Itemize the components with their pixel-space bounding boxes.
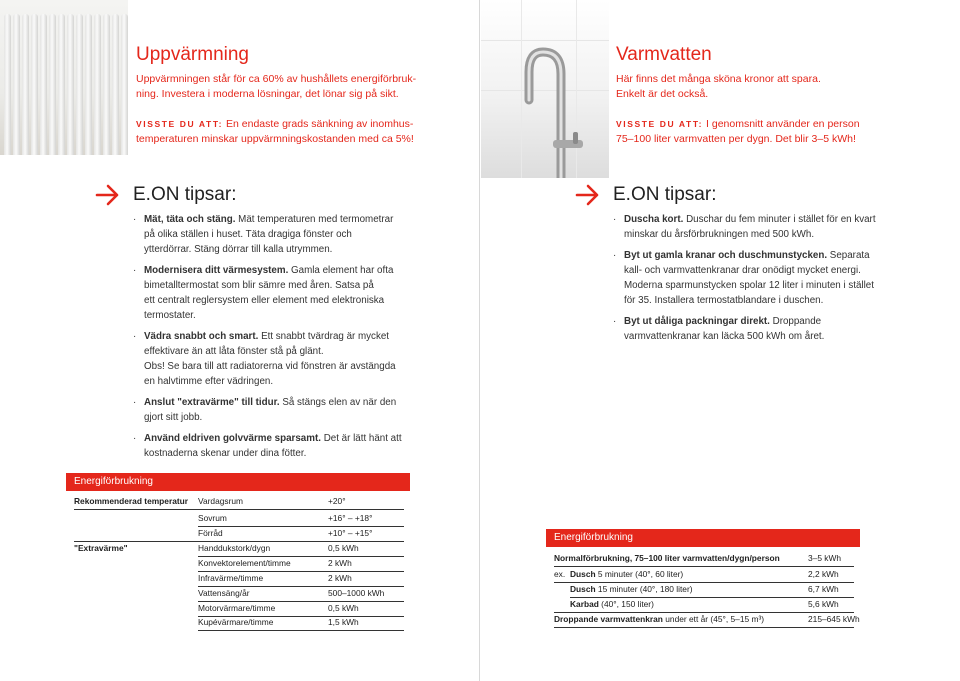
table-cell: +16° – +18° xyxy=(328,513,373,523)
row-label: ex. xyxy=(554,569,566,579)
table-cell: Konvektorelement/timme xyxy=(198,558,291,568)
table-cell: Motorvärmare/timme xyxy=(198,603,276,613)
table-cell: Vardagsrum xyxy=(198,496,243,506)
table-cell: Handdukstork/dygn xyxy=(198,543,271,553)
list-item: · Mät, täta och stäng. Mät temperaturen med termometrar på olika ställen i huset. Täta dragiga fönster och ytterdörrar. Stäng dörrar till kalla utrymmen. xyxy=(133,214,394,255)
list-item: · Byt ut dåliga packningar direkt. Droppande varmvattenkranar kan läcka 500 kWh om året. xyxy=(613,316,825,342)
table-cell: Kupévärmare/timme xyxy=(198,617,274,627)
table-cell: Vattensäng/år xyxy=(198,588,250,598)
table-cell: Infravärme/timme xyxy=(198,573,264,583)
table-cell: 1,5 kWh xyxy=(328,617,359,627)
radiator-photo xyxy=(0,0,128,155)
table-cell: 3–5 kWh xyxy=(808,553,842,563)
list-item: · Anslut "extravärme" till tidur. Så stängs elen av när den gjort sitt jobb. xyxy=(133,397,397,423)
tips-list xyxy=(613,212,913,350)
visste-label: VISSTE DU ATT: xyxy=(136,119,224,129)
table-cell: +10° – +15° xyxy=(328,528,373,538)
table-header: Energiförbrukning xyxy=(66,473,410,491)
arrow-right-icon xyxy=(575,184,601,206)
arrow-right-icon xyxy=(95,184,121,206)
page-divider xyxy=(479,0,480,681)
table-cell: Droppande varmvattenkran under ett år (45°, 5–15 m³) xyxy=(554,614,765,624)
table-cell: Sovrum xyxy=(198,513,227,523)
list-item: · Modernisera ditt värmesystem. Gamla element har ofta bimetalltermostat som blir sämre med åren. Satsa på ett centralt reglersystem eller element med elektroniska termostater. xyxy=(133,265,394,321)
visste-text: En endaste grads sänkning av inomhus- xyxy=(223,118,414,130)
row-label: Normalförbrukning, 75–100 liter varmvatten/dygn/person xyxy=(554,553,780,563)
list-item: · Vädra snabbt och smart. Ett snabbt tvärdrag är mycket effektivare än att låta fönster stå på glänt. Obs! Se bara till att radiatorerna vid fönstren är avstängda en halvtimme efter vädringen. xyxy=(133,331,396,387)
lead-line: ning. Investera i moderna lösningar, det lönar sig på sikt. xyxy=(136,88,399,100)
table-cell: Dusch 15 minuter (40°, 180 liter) xyxy=(570,584,693,594)
energy-table-hot-water xyxy=(546,553,860,633)
tips-title: E.ON tipsar: xyxy=(133,184,237,205)
table-cell: Karbad (40°, 150 liter) xyxy=(570,599,654,609)
table-cell: 500–1000 kWh xyxy=(328,588,385,598)
table-cell: 0,5 kWh xyxy=(328,603,359,613)
visste-text: I genomsnitt använder en person xyxy=(703,118,860,130)
table-cell: 2 kWh xyxy=(328,558,352,568)
table-cell: 215–645 kWh xyxy=(808,614,860,624)
table-cell: 0,5 kWh xyxy=(328,543,359,553)
table-cell: 5,6 kWh xyxy=(808,599,839,609)
row-label: "Extravärme" xyxy=(74,543,128,553)
energy-table-heating xyxy=(66,496,410,631)
table-cell: Dusch 5 minuter (40°, 60 liter) xyxy=(570,569,684,579)
table-cell: Förråd xyxy=(198,528,223,538)
table-cell: 6,7 kWh xyxy=(808,584,839,594)
lead-line: Uppvärmningen står för ca 60% av hushållets energiförbruk- xyxy=(136,73,417,85)
faucet-photo xyxy=(481,0,609,178)
visste-du-att xyxy=(136,117,414,147)
lead-line: Enkelt är det också. xyxy=(616,88,709,100)
visste-text: temperaturen minskar uppvärmningskostanden med ca 5%! xyxy=(136,133,414,145)
tips-list xyxy=(133,212,443,467)
list-item: · Duscha kort. Duschar du fem minuter i stället för en kvart minskar du årsförbrukningen med 500 kWh. xyxy=(613,214,876,240)
table-cell: 2,2 kWh xyxy=(808,569,839,579)
visste-label: VISSTE DU ATT: xyxy=(616,119,704,129)
page-title-varmvatten: Varmvatten xyxy=(616,44,712,65)
visste-text: 75–100 liter varmvatten per dygn. Det blir 3–5 kWh! xyxy=(616,133,856,145)
lead-line: Här finns det många sköna kronor att spara. xyxy=(616,73,821,85)
table-header: Energiförbrukning xyxy=(546,529,860,547)
list-item: · Använd eldriven golvvärme sparsamt. Det är lätt hänt att kostnaderna skenar under dina fötter. xyxy=(133,433,402,459)
table-cell: +20° xyxy=(328,496,346,506)
page-title-uppvarmning: Uppvärmning xyxy=(136,44,249,65)
row-label: Rekommenderad temperatur xyxy=(74,496,189,506)
table-cell: 2 kWh xyxy=(328,573,352,583)
visste-du-att xyxy=(616,117,860,147)
lead-text xyxy=(136,72,416,102)
tips-title: E.ON tipsar: xyxy=(613,184,717,205)
lead-text xyxy=(616,72,821,102)
list-item: · Byt ut gamla kranar och duschmunstycken. Separata kall- och varmvattenkranar drar onödigt mycket energi. Moderna sparmunstycken spolar 12 liter i minuten i stället för 35. Installera termostatblandare i duschen. xyxy=(613,250,874,306)
